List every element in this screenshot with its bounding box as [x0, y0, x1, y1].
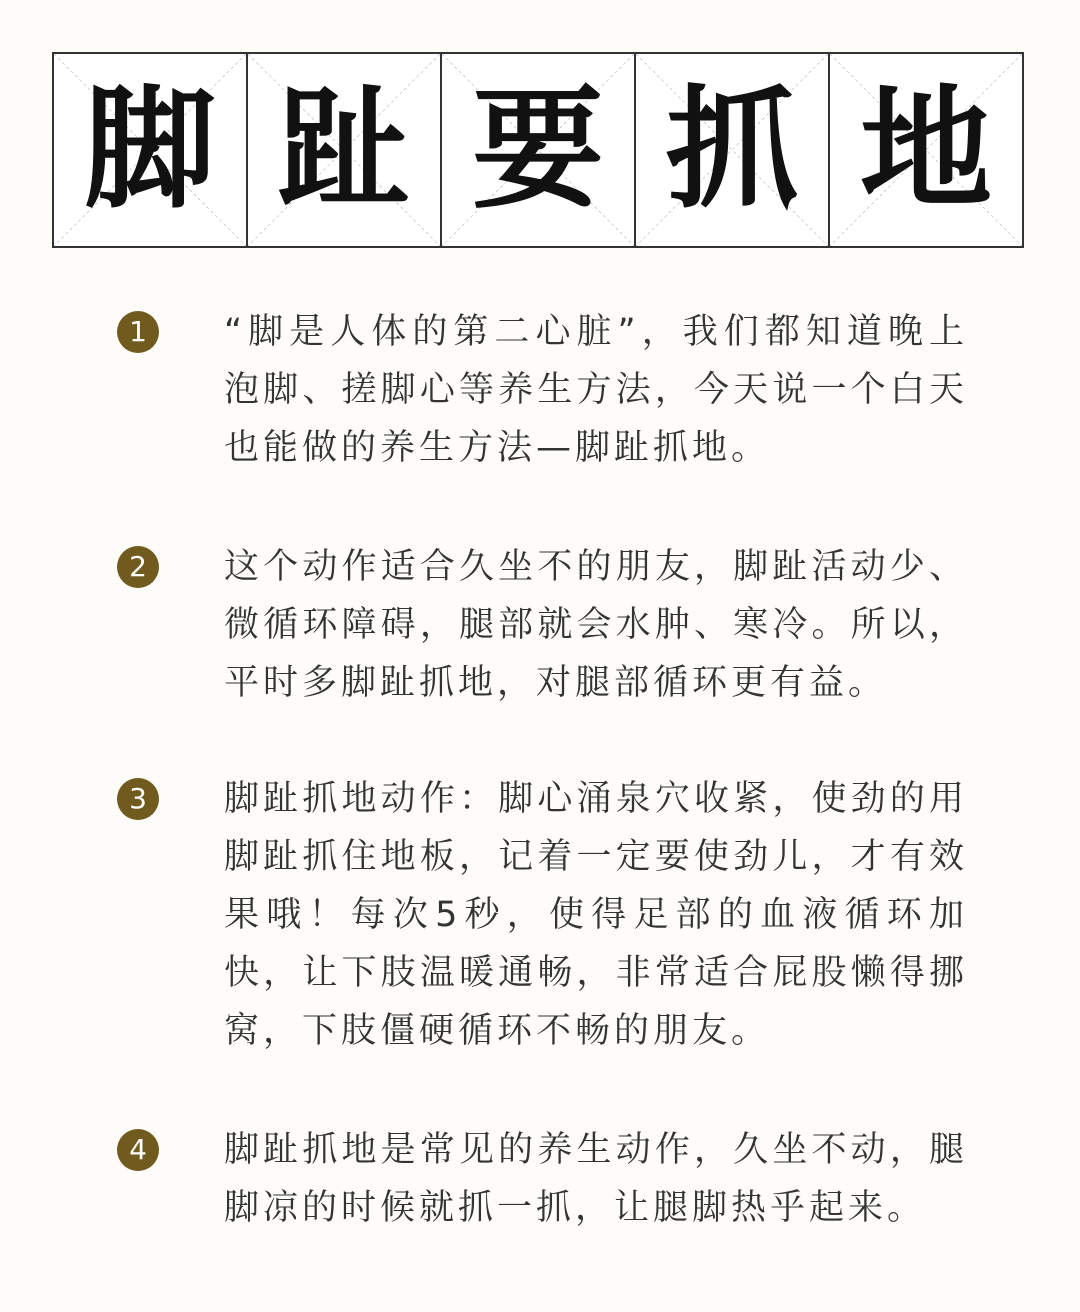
title-cell	[248, 54, 442, 246]
title-char: 趾	[278, 73, 410, 227]
item-text: “脚是人体的第二心脏”，我们都知道晚上泡脚、搓脚心等养生方法，今天说一个白天也能做的养生方法—脚趾抓地。	[224, 312, 968, 468]
item-text: 脚趾抓地是常见的养生动作，久坐不动，腿脚凉的时候就抓一抓，让腿脚热乎起来。	[224, 1130, 968, 1228]
item-number-badge: 2	[117, 546, 159, 588]
title-cell	[636, 54, 830, 246]
title-char: 要	[472, 73, 604, 227]
title-char: 脚	[84, 73, 216, 227]
title-cell	[442, 54, 636, 246]
title-char: 地	[860, 73, 992, 227]
title-grid	[52, 52, 1024, 248]
title-cell	[54, 54, 248, 246]
item-number-badge: 1	[117, 311, 159, 353]
title-char: 抓	[666, 73, 798, 227]
item-number-badge: 4	[117, 1129, 159, 1171]
title-cell	[830, 54, 1022, 246]
item-number-badge: 3	[117, 778, 159, 820]
item-text: 这个动作适合久坐不的朋友，脚趾活动少、微循环障碍，腿部就会水肿、寒冷。所以，平时多脚趾抓地，对腿部循环更有益。	[224, 547, 968, 703]
item-text: 脚趾抓地动作：脚心涌泉穴收紧，使劲的用脚趾抓住地板，记着一定要使劲儿，才有效果哦！每次5秒，使得足部的血液循环加快，让下肢温暖通畅，非常适合屁股懒得挪窝，下肢僵硬循环不畅的朋友。	[224, 779, 968, 1051]
